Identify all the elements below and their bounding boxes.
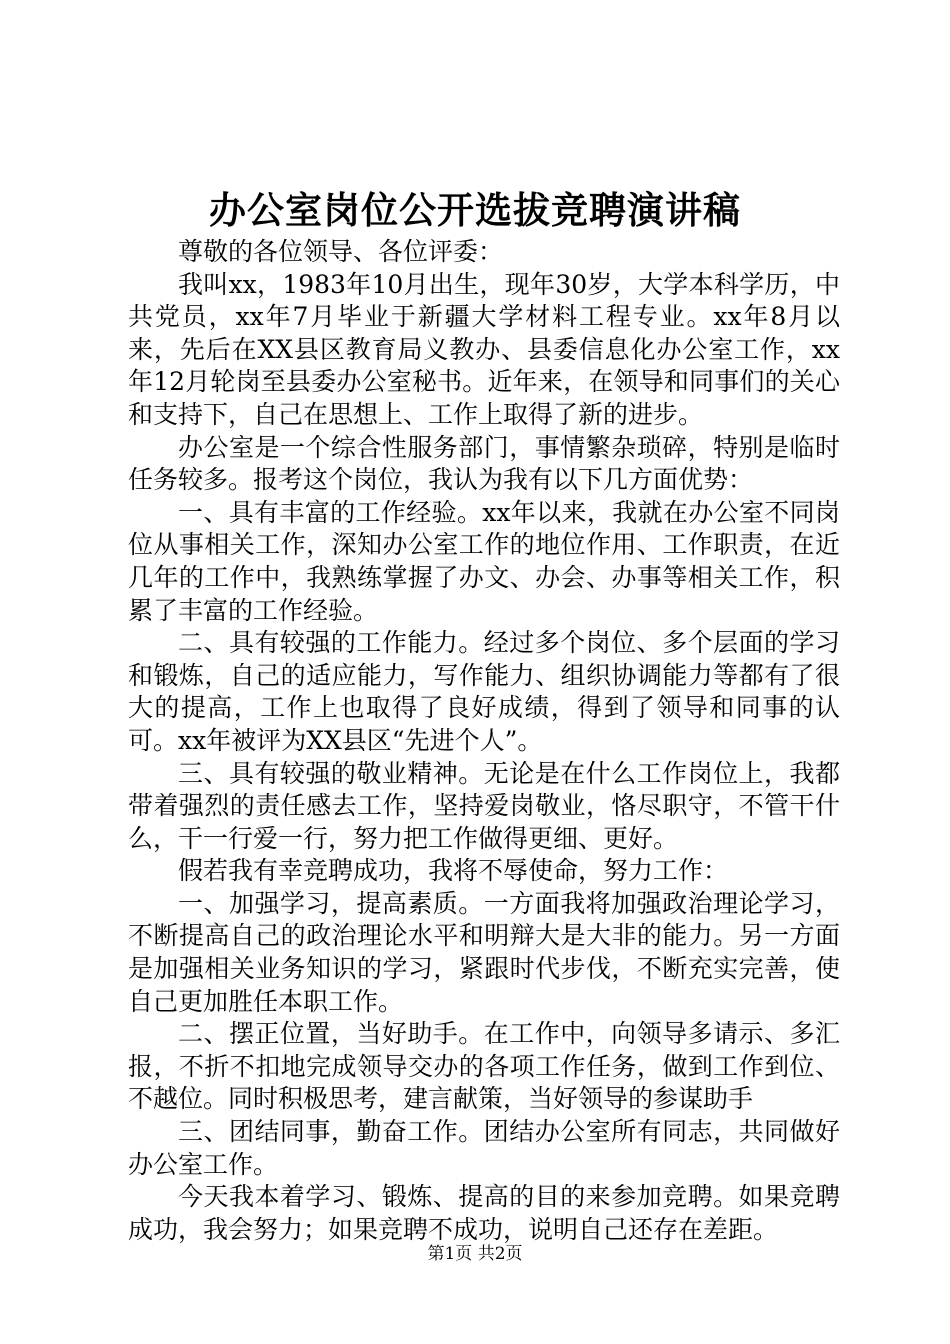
page-number-footer: 第1页 共2页 (427, 1244, 523, 1264)
salutation-paragraph: 尊敬的各位领导、各位评委： (178, 237, 504, 266)
position-overview-paragraph: 办公室是一个综合性服务部门，事情繁杂琐碎，特别是临时任务较多。报考这个岗位，我认为我有以下几方面优势： (128, 432, 840, 495)
plan-position-paragraph: 二、摆正位置，当好助手。在工作中，向领导多请示、多汇报，不折不扣地完成领导交办的各项工作任务，做到工作到位、不越位。同时积极思考，建言献策，当好领导的参谋助手 (128, 1019, 840, 1114)
advantage-dedication-paragraph: 三、具有较强的敬业精神。无论是在什么工作岗位上，我都带着强烈的责任感去工作，坚持爱岗敬业，恪尽职守，不管干什么，干一行爱一行，努力把工作做得更细、更好。 (128, 758, 840, 853)
closing-paragraph: 今天我本着学习、锻炼、提高的目的来参加竞聘。如果竞聘成功，我会努力；如果竞聘不成功，说明自己还存在差距。 (128, 1182, 840, 1244)
plan-study-paragraph: 一、加强学习，提高素质。一方面我将加强政治理论学习，不断提高自己的政治理论水平和明辩大是大非的能力。另一方面是加强相关业务知识的学习，紧跟时代步伐，不断充实完善，使自己更加胜任本职工作。 (128, 888, 840, 1016)
introduction-paragraph: 我叫xx，1983年10月出生，现年30岁，大学本科学历，中共党员，xx年7月毕业于新疆大学材料工程专业。xx年8月以来，先后在XX县区教育局义教办、县委信息化办公室工作，xx年12月轮岗至县委办公室秘书。近年来，在领导和同事们的关心和支持下，自己在思想上、工作上取得了新的进步。 (128, 269, 840, 429)
commitment-intro-paragraph: 假若我有幸竞聘成功，我将不辱使命，努力工作： (178, 856, 729, 886)
advantage-ability-paragraph: 二、具有较强的工作能力。经过多个岗位、多个层面的学习和锻炼，自己的适应能力，写作能力、组织协调能力等都有了很大的提高，工作上也取得了良好成绩，得到了领导和同事的认可。xx年被评为XX县区“先进个人”。 (128, 628, 840, 755)
document-title: 办公室岗位公开选拔竞聘演讲稿 (209, 188, 741, 232)
plan-unity-paragraph: 三、团结同事，勤奋工作。团结办公室所有同志，共同做好办公室工作。 (128, 1117, 840, 1179)
advantage-experience-paragraph: 一、具有丰富的工作经验。xx年以来，我就在办公室不同岗位从事相关工作，深知办公室工作的地位作用、工作职责，在近几年的工作中，我熟练掌握了办文、办会、办事等相关工作，积累了丰富的工作经验。 (128, 497, 840, 625)
document-body (128, 236, 840, 1246)
